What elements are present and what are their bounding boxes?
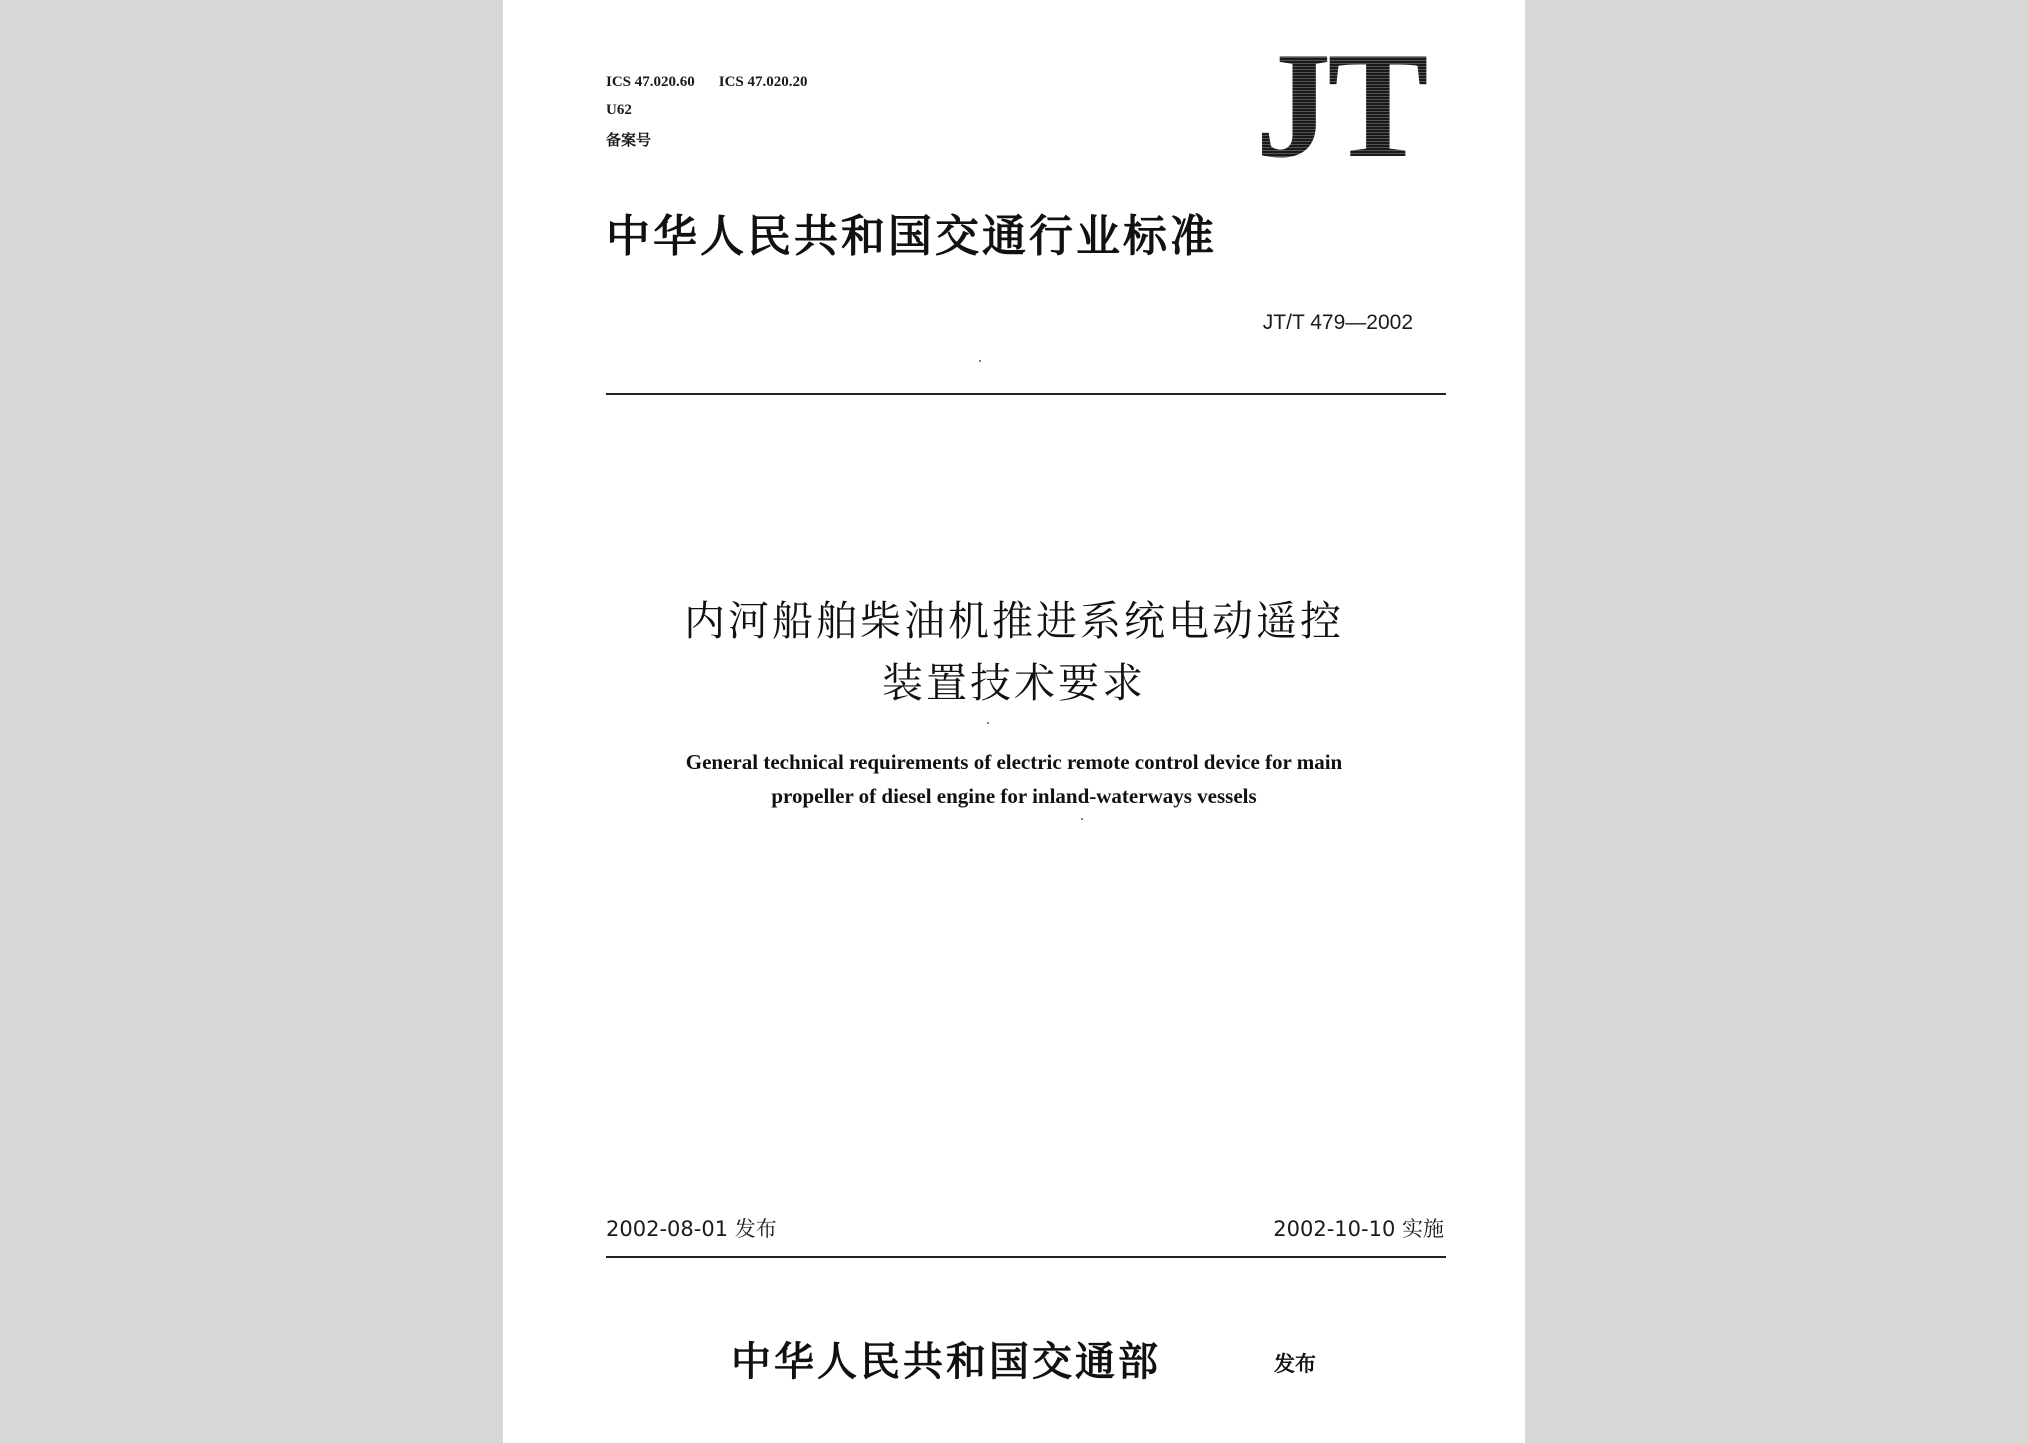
title-en-line-1: General technical requirements of electric remote control device for main bbox=[685, 750, 1343, 774]
ics-code-1: ICS 47.020.60 bbox=[606, 74, 695, 90]
implementation-date: 2002-10-10 实施 bbox=[1273, 1217, 1444, 1241]
ics-codes bbox=[606, 74, 832, 91]
document-page bbox=[503, 0, 1525, 1443]
title-cn-line-2: 装置技术要求 bbox=[882, 659, 1146, 707]
title-en-line-2: propeller of diesel engine for inland-waterways vessels bbox=[771, 784, 1257, 808]
publisher-name: 中华人民共和国交通部 bbox=[731, 1338, 1161, 1385]
bottom-divider bbox=[606, 1256, 1446, 1258]
scan-speck bbox=[1081, 818, 1083, 820]
publisher-suffix: 发布 bbox=[1274, 1352, 1316, 1376]
scan-speck bbox=[979, 360, 981, 362]
standard-code: JT/T 479—2002 bbox=[1262, 311, 1413, 334]
ccs-code: U62 bbox=[606, 102, 632, 118]
issue-date: 2002-08-01 发布 bbox=[606, 1217, 777, 1241]
record-number-label: 备案号 bbox=[606, 133, 652, 149]
scan-speck bbox=[987, 722, 989, 724]
title-cn-line-1: 内河船舶柴油机推进系统电动遥控 bbox=[684, 597, 1344, 645]
jt-logo: JT bbox=[1231, 44, 1449, 166]
ics-code-2: ICS 47.020.20 bbox=[718, 74, 808, 90]
top-divider bbox=[606, 393, 1446, 395]
standard-name: 中华人民共和国交通行业标准 bbox=[606, 211, 1217, 262]
